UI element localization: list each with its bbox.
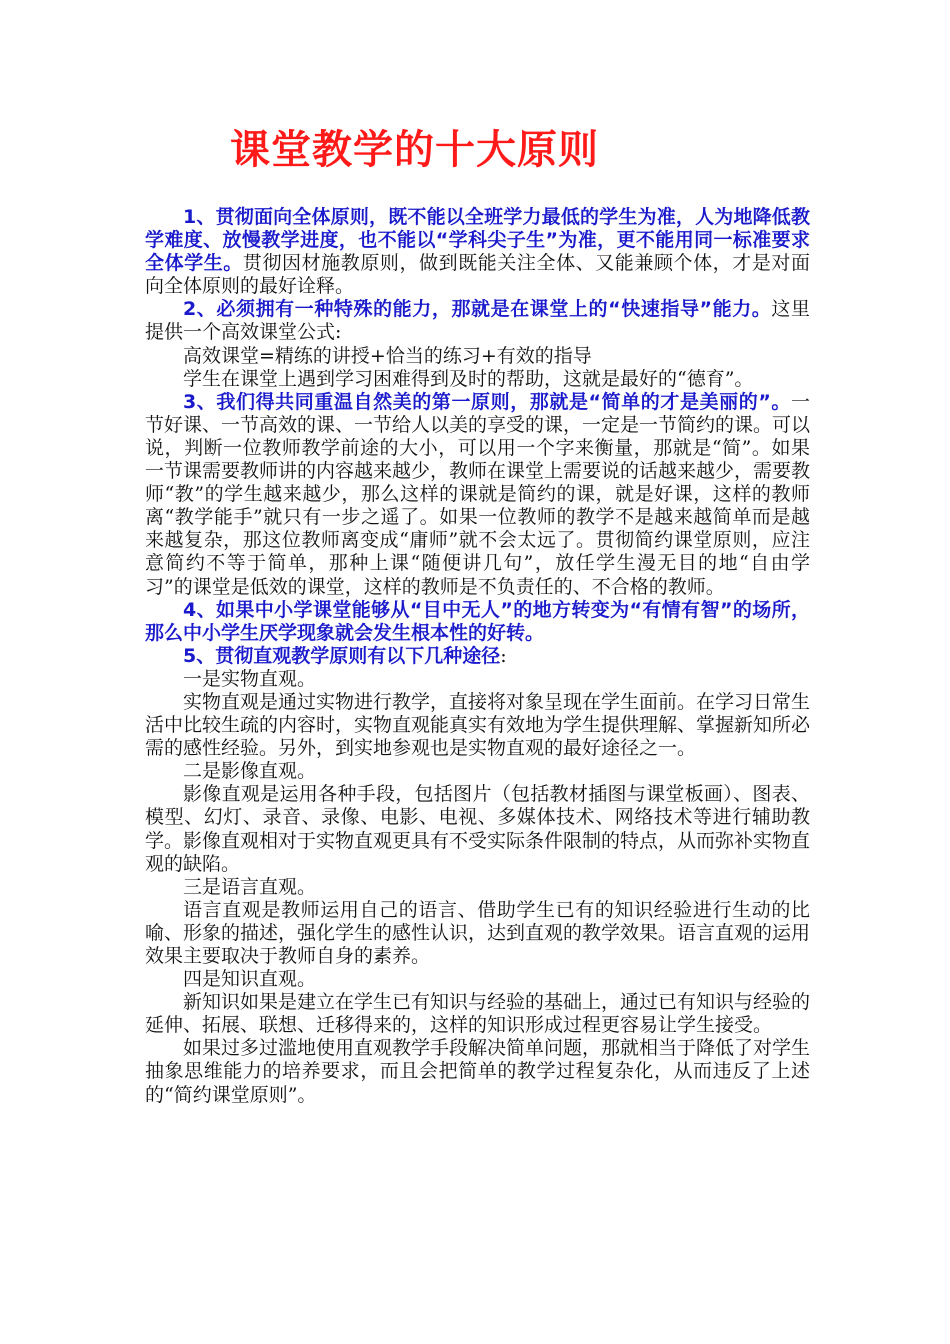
paragraph-physical	[145, 691, 810, 760]
subheading-knowledge	[145, 968, 810, 991]
paragraph-principle-5	[145, 645, 810, 668]
document-body	[145, 206, 810, 1107]
principle-heading: 2、必须拥有一种特殊的能力，那就是在课堂上的“快速指导”能力。	[183, 298, 772, 321]
paragraph-text: 贯彻因材施教原则，做到既能关注全体、又能兼顾个体，才是对面向全体原则的最好诠释。	[145, 252, 810, 298]
paragraph-text: 高效课堂=精练的讲授+恰当的练习+有效的指导	[183, 344, 592, 367]
paragraph-text: 这里提供一个高效课堂公式:	[145, 298, 810, 344]
paragraph-text: 一是实物直观。	[183, 667, 317, 690]
subheading-image	[145, 760, 810, 783]
paragraph-text: 二是影像直观。	[183, 760, 317, 783]
paragraph-text: 三是语言直观。	[183, 875, 317, 898]
paragraph-principle-4	[145, 599, 810, 645]
principle-heading: 1、贯彻面向全体原则，既不能以全班学力最低的学生为准，人为地降低教学难度、放慢教学进度，也不能以“学科尖子生”为准，更不能用同一标准要求全体学生。	[145, 206, 810, 275]
principle-heading: 5、贯彻直观教学原则有以下几种途径	[183, 644, 501, 667]
subheading-physical	[145, 668, 810, 691]
paragraph-text: 一节好课、一节高效的课、一节给人以美的享受的课，一定是一节简约的课。可以说，判断一位教师教学前途的大小，可以用一个字来衡量，那就是“简”。如果一节课需要教师讲的内容越来越少，教师在课堂上需要说的话越来越少，需要教师“教”的学生越来越少，那么这样的课就是简约的课，就是好课，这样的教师离“教学能手”就只有一步之遥了。如果一位教师的教学不是越来越简单而是越来越复杂，那这位教师离变成“庸师”就不会太远了。贯彻简约课堂原则，应注意简约不等于简单，那种上课“随便讲几句”，放任学生漫无目的地“自由学习”的课堂是低效的课堂，这样的教师是不负责任的、不合格的教师。	[145, 390, 811, 598]
paragraph-conclusion	[145, 1037, 810, 1106]
paragraph-principle-2	[145, 298, 810, 344]
paragraph-text: 影像直观是运用各种手段，包括图片（包括教材插图与课堂板画）、图表、模型、幻灯、录音、录像、电影、电视、多媒体技术、网络技术等进行辅助教学。影像直观相对于实物直观更具有不受实际条件限制的特点，从而弥补实物直观的缺陷。	[145, 783, 811, 875]
paragraph-principle-3	[145, 391, 810, 599]
paragraph-text: 学生在课堂上遇到学习困难得到及时的帮助，这就是最好的“德育”。	[183, 367, 754, 390]
principle-heading: 3、我们得共同重温自然美的第一原则，那就是“简单的才是美丽的”。	[183, 390, 791, 413]
paragraph-text: 实物直观是通过实物进行教学，直接将对象呈现在学生面前。在学习日常生活中比较生疏的内容时，实物直观能真实有效地为学生提供理解、掌握新知所必需的感性经验。另外，到实地参观也是实物直观的最好途径之一。	[145, 690, 811, 760]
paragraph-text: 四是知识直观。	[183, 968, 317, 991]
subheading-language	[145, 876, 810, 899]
paragraph-moral-education	[145, 368, 810, 391]
paragraph-text: 如果过多过滥地使用直观教学手段解决简单问题，那就相当于降低了对学生抽象思维能力的培养要求，而且会把简单的教学过程复杂化，从而违反了上述的“简约课堂原则”。	[145, 1037, 811, 1106]
paragraph-text: 新知识如果是建立在学生已有知识与经验的基础上，通过已有知识与经验的延伸、拓展、联想、迁移得来的，这样的知识形成过程更容易让学生接受。	[145, 991, 811, 1037]
principle-heading: 4、如果中小学课堂能够从“目中无人”的地方转变为“有情有智”的场所，那么中小学生厌学现象就会发生根本性的好转。	[145, 598, 810, 644]
paragraph-knowledge	[145, 991, 810, 1037]
paragraph-formula	[145, 345, 810, 368]
document-title: 课堂教学的十大原则	[230, 127, 599, 173]
paragraph-principle-1	[145, 206, 810, 298]
paragraph-text: 语言直观是教师运用自己的语言、借助学生已有的知识经验进行生动的比喻、形象的描述，强化学生的感性认识，达到直观的教学效果。语言直观的运用效果主要取决于教师自身的素养。	[145, 898, 811, 967]
paragraph-text: :	[500, 644, 507, 667]
paragraph-language	[145, 899, 810, 968]
paragraph-image	[145, 783, 810, 875]
